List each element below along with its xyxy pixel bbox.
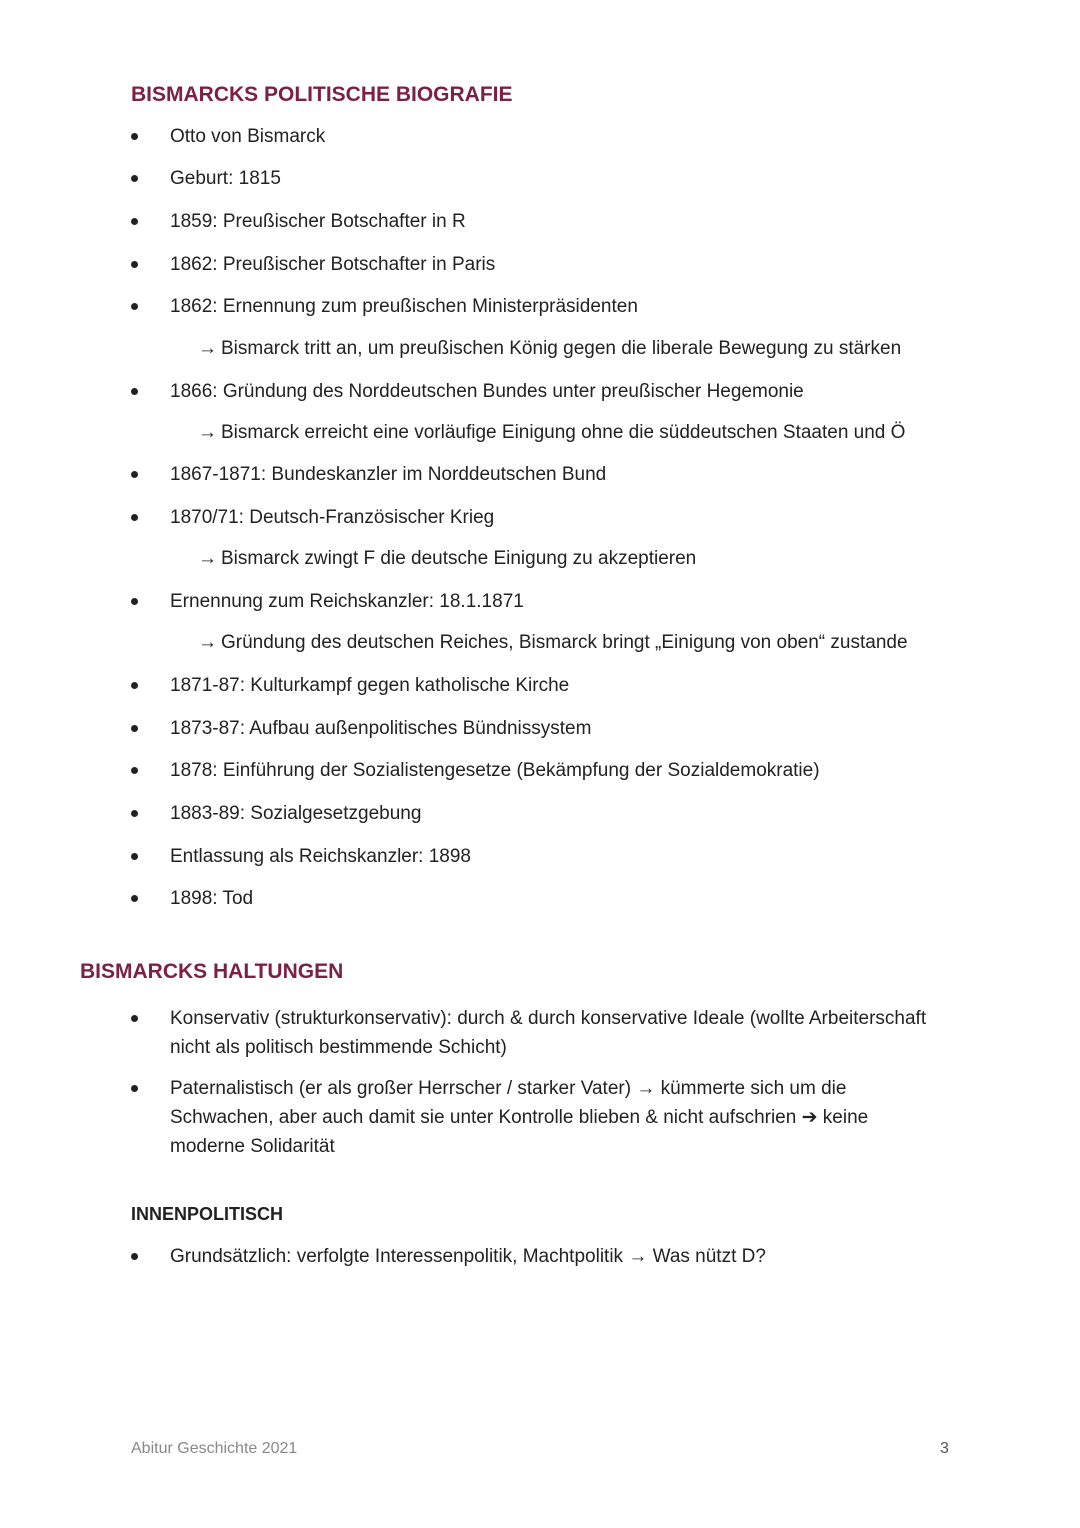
sub-note: → Gründung des deutschen Reiches, Bismarck bringt „Einigung von oben“ zustande: [198, 628, 908, 657]
section-title-biografie: BISMARCKS POLITISCHE BIOGRAFIE: [131, 83, 513, 106]
list-item: 1862: Ernennung zum preußischen Ministerpräsidenten: [170, 292, 638, 321]
list-item: 1871-87: Kulturkampf gegen katholische Kirche: [170, 671, 569, 700]
list-item: Ernennung zum Reichskanzler: 18.1.1871: [170, 587, 524, 616]
footer-text: Abitur Geschichte 2021: [131, 1440, 298, 1457]
page-number: 3: [940, 1440, 949, 1457]
list-item: 1873-87: Aufbau außenpolitisches Bündnissystem: [170, 714, 591, 743]
sub-note: → Bismarck erreicht eine vorläufige Einigung ohne die süddeutschen Staaten und Ö: [198, 418, 905, 447]
list-item: 1898: Tod: [170, 884, 253, 913]
list-item: 1862: Preußischer Botschafter in Paris: [170, 250, 495, 279]
list-item: 1870/71: Deutsch-Französischer Krieg: [170, 503, 494, 532]
list-item: Konservativ (strukturkonservativ): durch & durch konservative Ideale (wollte Arbeiterschaft nicht als politisch bestimmende Schicht): [170, 1004, 930, 1062]
list-item: 1859: Preußischer Botschafter in R: [170, 207, 466, 236]
section-title-innenpolitisch: INNENPOLITISCH: [131, 1204, 284, 1224]
list-item: Otto von Bismarck: [170, 122, 325, 151]
list-item: Entlassung als Reichskanzler: 1898: [170, 842, 471, 871]
list-item: 1866: Gründung des Norddeutschen Bundes unter preußischer Hegemonie: [170, 377, 804, 406]
list-item: 1878: Einführung der Sozialistengesetze (Bekämpfung der Sozialdemokratie): [170, 756, 820, 785]
section-title-haltungen: BISMARCKS HALTUNGEN: [80, 960, 344, 983]
list-item: Grundsätzlich: verfolgte Interessenpolitik, Machtpolitik → Was nützt D?: [170, 1242, 766, 1271]
list-item: Geburt: 1815: [170, 164, 281, 193]
list-item: Paternalistisch (er als großer Herrscher / starker Vater) → kümmerte sich um die Schwachen, aber auch damit sie unter Kontrolle blieben & nicht aufschrien ➔ keine moderne Solidarität: [170, 1074, 930, 1161]
list-item: 1867-1871: Bundeskanzler im Norddeutschen Bund: [170, 460, 606, 489]
arrow-right-icon: →: [198, 422, 217, 443]
arrow-right-icon: →: [198, 338, 217, 359]
list-item: 1883-89: Sozialgesetzgebung: [170, 799, 421, 828]
sub-note: → Bismarck zwingt F die deutsche Einigung zu akzeptieren: [198, 544, 696, 573]
arrow-right-icon: →: [198, 548, 217, 569]
arrow-right-icon: →: [198, 632, 217, 653]
sub-note: → Bismarck tritt an, um preußischen König gegen die liberale Bewegung zu stärken: [198, 334, 901, 363]
